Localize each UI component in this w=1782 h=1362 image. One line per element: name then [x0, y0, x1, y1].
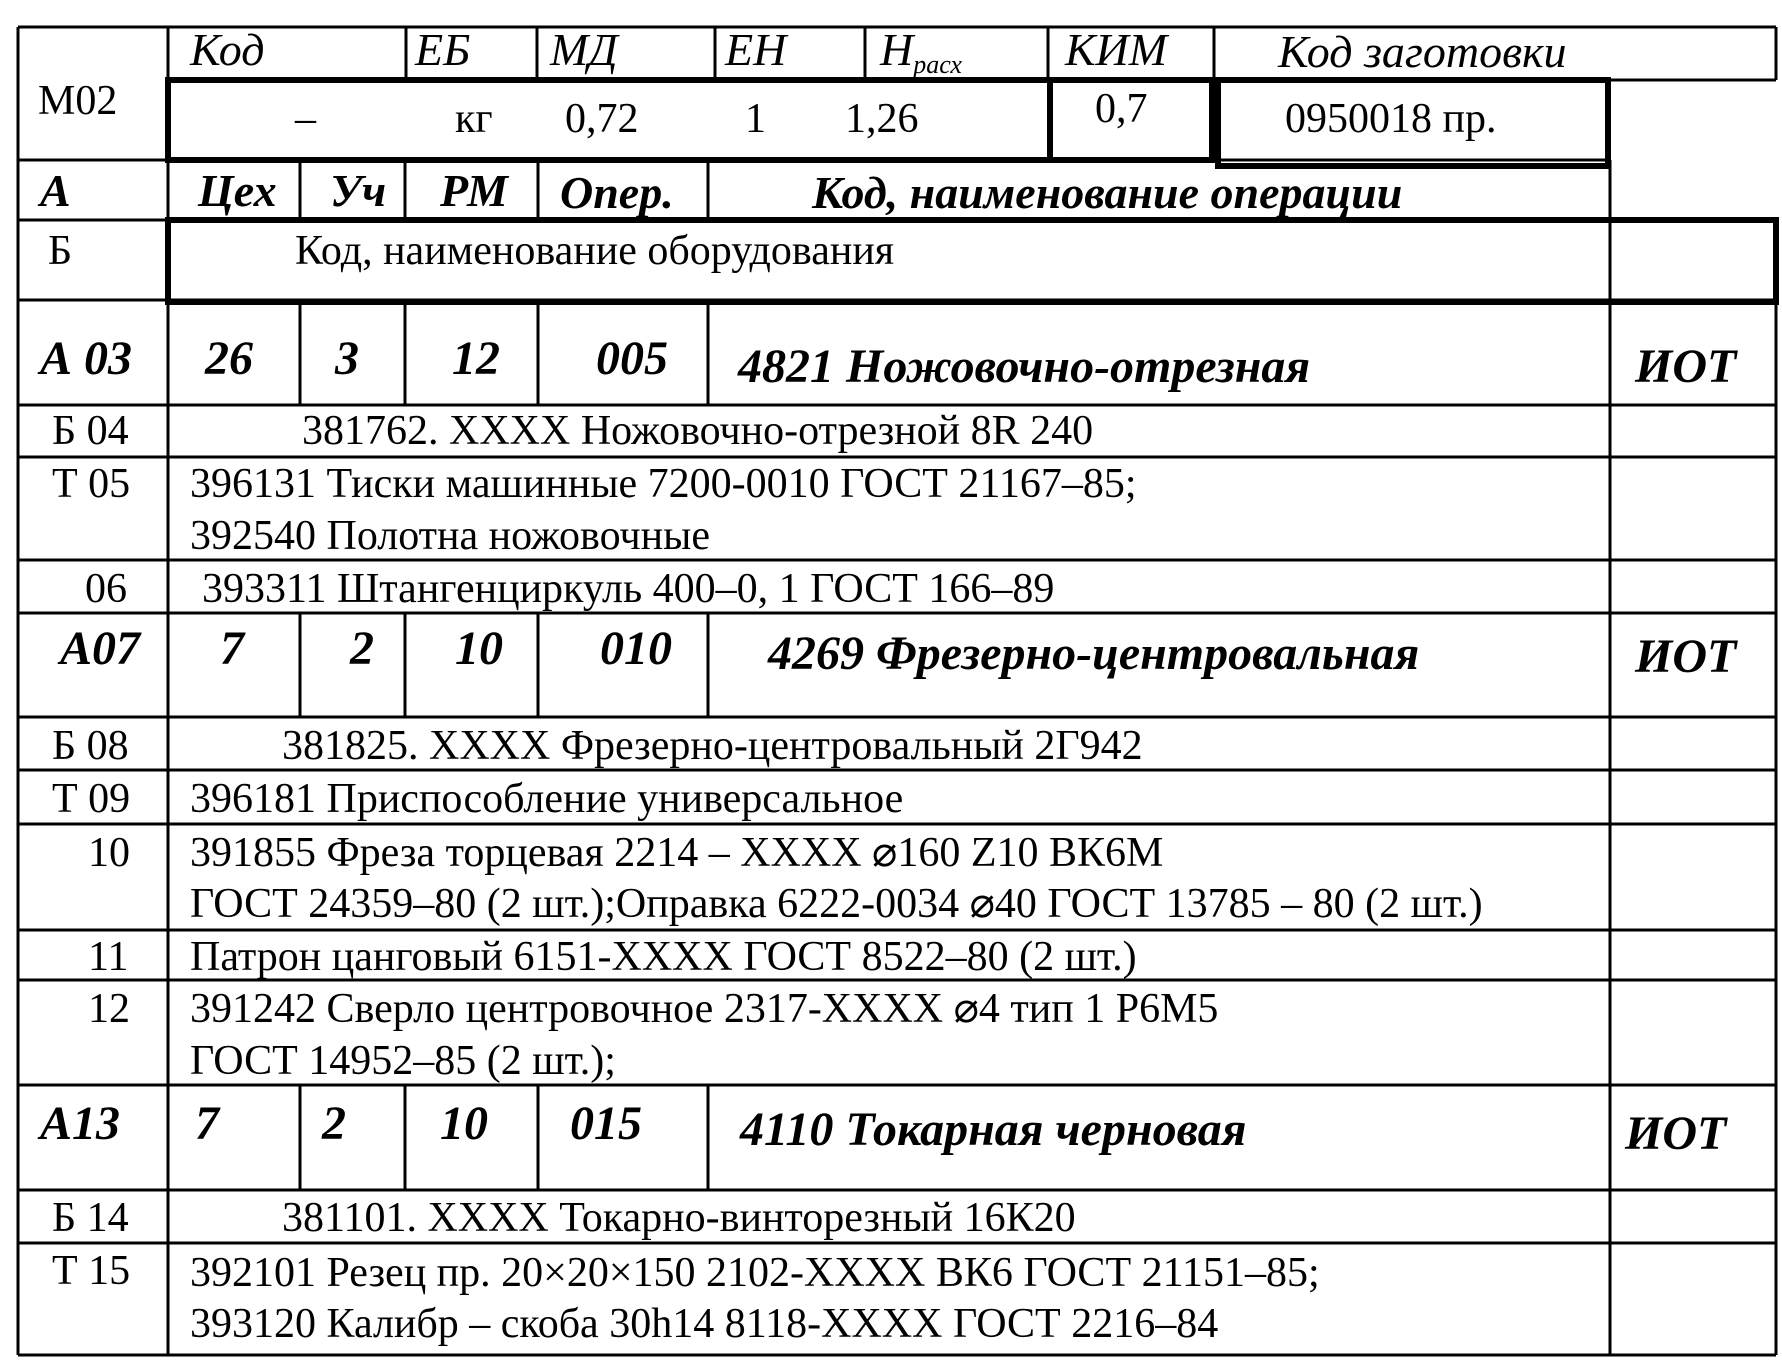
row-t15-code: Т 15: [52, 1248, 131, 1294]
legend-b: Б: [48, 228, 73, 274]
row-a13-name: 4110 Токарная черновая: [740, 1103, 1247, 1156]
row-a07-code: А07: [60, 622, 141, 675]
kod-label: Код: [190, 24, 265, 75]
md-value: 0,72: [565, 96, 639, 142]
row-t05-line1: 396131 Тиски машинные 7200-0010 ГОСТ 21167–85;: [190, 461, 1137, 507]
row-a03-rm: 12: [452, 332, 500, 385]
row-a03-code: А 03: [40, 332, 133, 385]
n-main: Н: [880, 24, 914, 75]
row-a13-rm: 10: [440, 1097, 488, 1150]
row-a03-iot: ИОТ: [1635, 340, 1737, 393]
row-t05-code: Т 05: [52, 461, 131, 507]
row-a07-rm: 10: [455, 622, 503, 675]
row-12-line2: ГОСТ 14952–85 (2 шт.);: [190, 1038, 616, 1084]
row-a03-oper: 005: [596, 332, 668, 385]
zagotovka-value: 0950018 пр.: [1285, 96, 1497, 142]
kim-value: 0,7: [1095, 86, 1148, 132]
n-rash-value: 1,26: [845, 96, 919, 142]
row-b04-code: Б 04: [52, 408, 129, 454]
kod-value: –: [295, 96, 316, 142]
row-a13-iot: ИОТ: [1625, 1107, 1727, 1160]
row-t15-line2: 393120 Калибр – скоба 30h14 8118-XXXX ГОСТ 2216–84: [190, 1301, 1219, 1347]
row-b14-text: 381101. XXXX Токарно-винторезный 16К20: [282, 1195, 1076, 1241]
row-10-line2: ГОСТ 24359–80 (2 шт.);Оправка 6222-0034 ⌀40 ГОСТ 13785 – 80 (2 шт.): [190, 881, 1483, 927]
row-a03-uch: 3: [335, 332, 359, 385]
eb-label: ЕБ: [415, 24, 471, 75]
row-10-code: 10: [88, 830, 130, 876]
en-value: 1: [745, 96, 766, 142]
row-a13-code: А13: [40, 1097, 121, 1150]
legend-equip-name: Код, наименование оборудования: [295, 228, 895, 274]
row-a03-ceh: 26: [205, 332, 253, 385]
md-label: МД: [550, 24, 618, 75]
m02-label: М02: [38, 78, 118, 124]
legend-op-name: Код, наименование операции: [812, 167, 1403, 218]
legend-ceh: Цех: [198, 165, 277, 216]
row-06-code: 06: [85, 566, 127, 612]
row-t15-line1: 392101 Резец пр. 20×20×150 2102-XXXX ВК6 ГОСТ 21151–85;: [190, 1250, 1320, 1296]
row-a07-oper: 010: [600, 622, 672, 675]
kim-label: КИМ: [1065, 24, 1168, 75]
row-11-code: 11: [88, 934, 129, 980]
row-a07-name: 4269 Фрезерно-центровальная: [768, 627, 1420, 680]
en-label: ЕН: [725, 24, 787, 75]
row-b08-code: Б 08: [52, 723, 129, 769]
row-t09-code: Т 09: [52, 776, 131, 822]
row-a07-iot: ИОТ: [1635, 630, 1737, 683]
row-b04-text: 381762. XXXX Ножовочно-отрезной 8R 240: [302, 408, 1094, 454]
legend-rm: РМ: [440, 165, 508, 216]
row-a13-uch: 2: [322, 1097, 346, 1150]
row-12-code: 12: [88, 986, 130, 1032]
row-a07-ceh: 7: [220, 622, 244, 675]
row-06-text: 393311 Штангенциркуль 400–0, 1 ГОСТ 166–89: [202, 566, 1055, 612]
row-a07-uch: 2: [350, 622, 374, 675]
legend-uch: Уч: [330, 165, 387, 216]
row-12-line1: 391242 Сверло центровочное 2317-XXXX ⌀4 тип 1 Р6М5: [190, 986, 1219, 1032]
n-subscript: расх: [913, 50, 962, 79]
row-10-line1: 391855 Фреза торцевая 2214 – XXXX ⌀160 Z10 ВК6М: [190, 830, 1164, 876]
row-b14-code: Б 14: [52, 1195, 129, 1241]
legend-a: А: [40, 165, 71, 216]
eb-value: кг: [455, 96, 493, 142]
row-t05-line2: 392540 Полотна ножовочные: [190, 513, 710, 559]
row-b08-text: 381825. XXXX Фрезерно-центровальный 2Г942: [282, 723, 1143, 769]
row-11-text: Патрон цанговый 6151-XXXX ГОСТ 8522–80 (2 шт.): [190, 934, 1137, 980]
row-a03-name: 4821 Ножовочно-отрезная: [738, 340, 1311, 393]
row-a13-ceh: 7: [195, 1097, 219, 1150]
row-t09-text: 396181 Приспособление универсальное: [190, 776, 904, 822]
row-a13-oper: 015: [570, 1097, 642, 1150]
n-rash-label: [880, 24, 962, 79]
legend-oper: Опер.: [560, 167, 674, 218]
kod-zagotovki-label: Код заготовки: [1278, 26, 1567, 77]
